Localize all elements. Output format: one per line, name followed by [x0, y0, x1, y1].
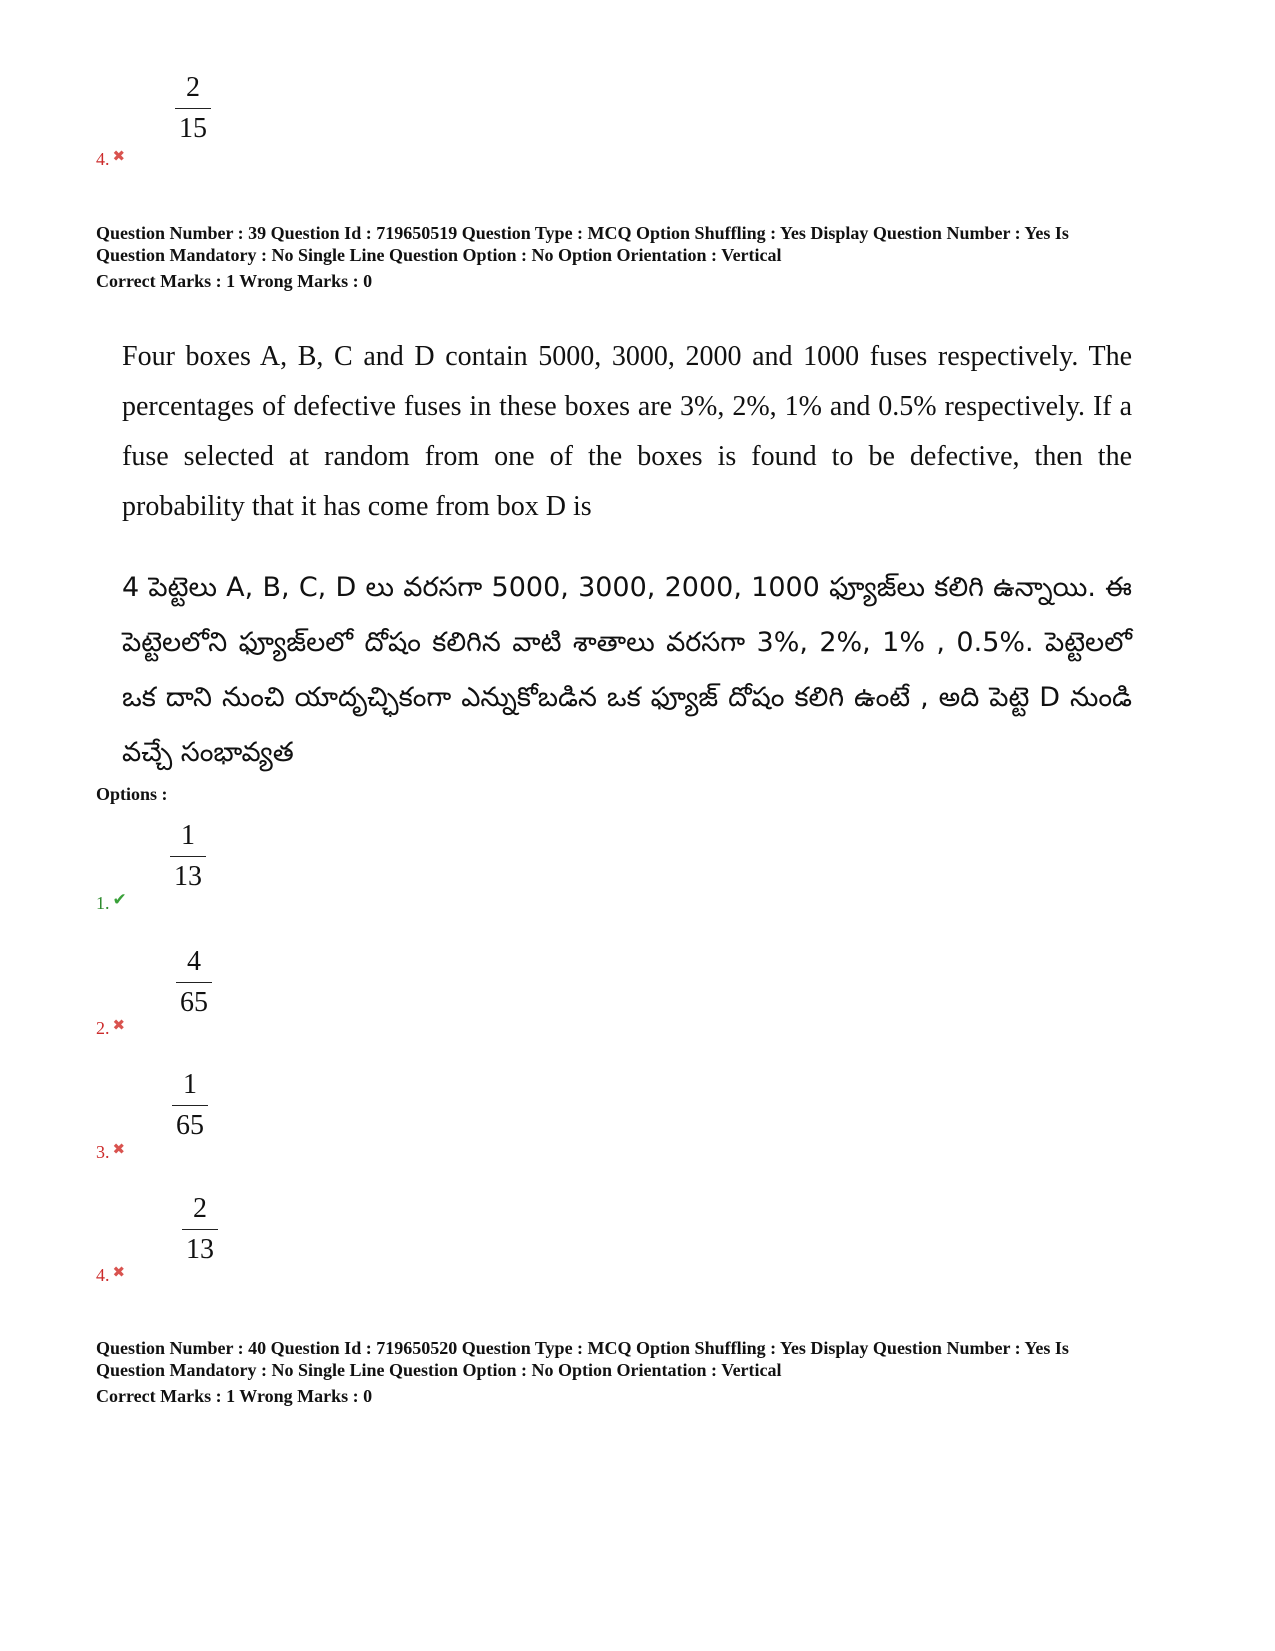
fraction-denominator: 13 — [174, 861, 202, 892]
wrong-mark-icon: ✖ — [112, 1016, 126, 1034]
question-39-text-english: Four boxes A, B, C and D contain 5000, 3000, 2000 and 1000 fuses respectively. The percentages of defective fuses in these boxes are 3%, 2%, 1% and 0.5% respectively. If a fuse selected at random from one of the boxes is found to be defective, then the probability that it has come from box D is — [122, 341, 1132, 522]
meta-line-1: Question Number : 40 Question Id : 719650520 Question Type : MCQ Option Shuffling : Yes Display Question Number : Yes Is — [96, 1338, 1069, 1358]
option-number: 1. — [96, 893, 110, 913]
fraction-denominator: 15 — [179, 113, 207, 144]
option-4-marker — [96, 1265, 125, 1286]
meta-line-2: Question Mandatory : No Single Line Question Option : No Option Orientation : Vertical — [96, 245, 782, 265]
fraction-denominator: 13 — [186, 1234, 214, 1265]
meta-line-1: Question Number : 39 Question Id : 719650519 Question Type : MCQ Option Shuffling : Yes Display Question Number : Yes Is — [96, 223, 1069, 243]
option-number: 2. — [96, 1018, 110, 1038]
fraction-numerator: 2 — [193, 1193, 207, 1224]
fraction-numerator: 4 — [187, 946, 201, 977]
fraction-numerator: 1 — [183, 1069, 197, 1100]
question-39-meta — [96, 222, 1206, 266]
fraction-numerator: 1 — [181, 820, 195, 851]
question-40-marks: Correct Marks : 1 Wrong Marks : 0 — [96, 1386, 373, 1406]
option-2-marker — [96, 1018, 125, 1039]
option-1-marker — [96, 890, 127, 914]
wrong-mark-icon: ✖ — [112, 147, 126, 165]
option-4-fraction — [170, 1195, 230, 1264]
options-label: Options : — [96, 784, 168, 804]
question-40-meta — [96, 1337, 1206, 1381]
wrong-mark-icon: ✖ — [112, 1263, 126, 1281]
option-1-fraction — [158, 822, 218, 891]
option-number: 4. — [96, 149, 110, 169]
meta-line-2: Question Mandatory : No Single Line Question Option : No Option Orientation : Vertical — [96, 1360, 782, 1380]
question-39-text-telugu: 4 పెట్టెలు A, B, C, D లు వరసగా 5000, 3000, 2000, 1000 ఫ్యూజ్‌లు కలిగి ఉన్నాయి. ఈ పెట్టెలలోని ఫ్యూజ్‌లలో దోషం కలిగిన వాటి శాతాలు వరసగా 3%, 2%, 1% , 0.5%. పెట్టెలలో ఒక దాని నుంచి యాదృచ్ఛికంగా ఎన్నుకోబడిన ఒక ఫ్యూజ్ దోషం కలిగి ఉంటే , అది పెట్టె D నుండి వచ్చే సంభావ్యత — [122, 572, 1132, 768]
wrong-mark-icon: ✖ — [112, 1140, 126, 1158]
check-mark-icon: ✔ — [112, 890, 127, 910]
prev-option-4-fraction — [163, 74, 223, 143]
option-2-fraction — [164, 948, 224, 1017]
fraction-numerator: 2 — [186, 72, 200, 103]
option-number: 3. — [96, 1142, 110, 1162]
option-number: 4. — [96, 1265, 110, 1285]
prev-option-4-marker — [96, 149, 125, 170]
option-3-fraction — [160, 1071, 220, 1140]
question-39-marks: Correct Marks : 1 Wrong Marks : 0 — [96, 271, 373, 291]
fraction-denominator: 65 — [176, 1110, 204, 1141]
option-3-marker — [96, 1142, 125, 1163]
fraction-denominator: 65 — [180, 987, 208, 1018]
